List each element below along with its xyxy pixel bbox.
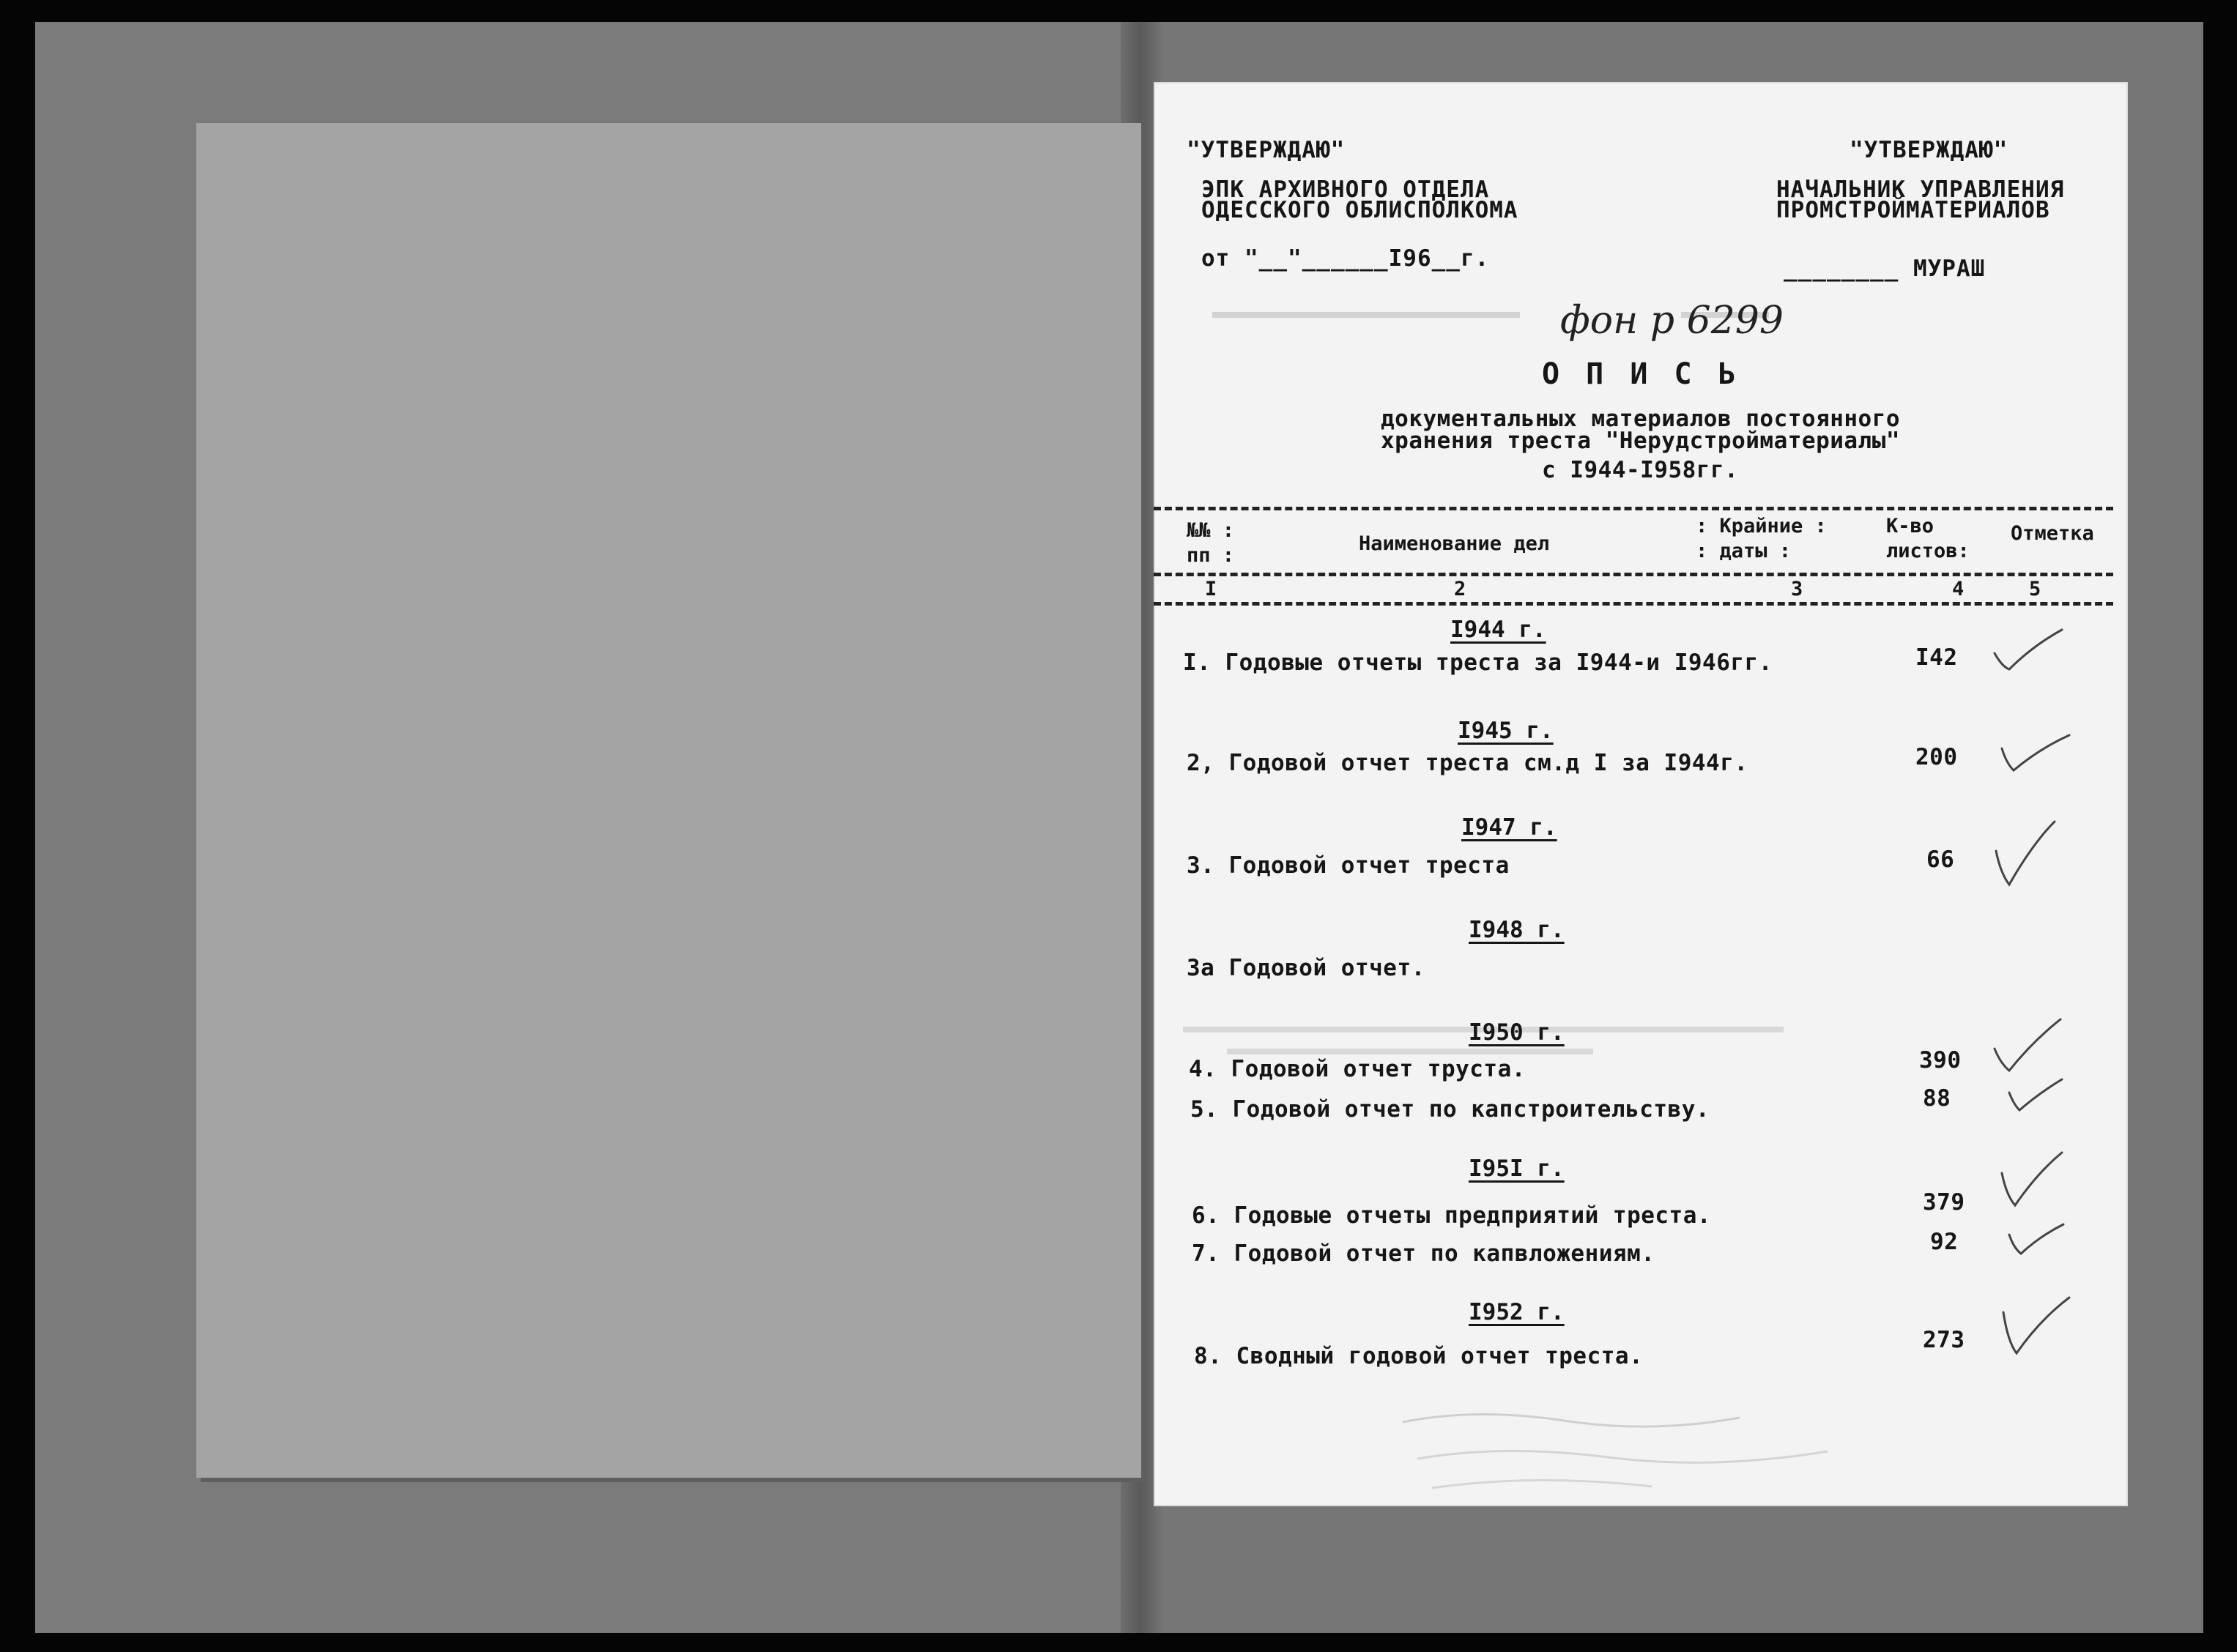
- col-number-line2: пп :: [1187, 544, 1235, 567]
- col-dates-header: [1696, 514, 1827, 564]
- approval-left-date: от "__"______I96__г.: [1201, 245, 1490, 272]
- col-num-3: 3: [1791, 578, 1803, 600]
- col-mark-header: Отметка: [2011, 522, 2094, 545]
- col-num-5: 5: [2029, 578, 2041, 600]
- approval-right-line1: НАЧАЛЬНИК УПРАВЛЕНИЯ: [1776, 176, 2065, 203]
- entry-sheets: 88: [1923, 1085, 1951, 1112]
- section-year: I944 г.: [1450, 617, 1546, 643]
- entry-sheets: 92: [1930, 1229, 1959, 1255]
- approval-left-line2: ОДЕССКОГО ОБЛИСПОЛКОМА: [1201, 197, 1518, 223]
- entry-sheets: 390: [1919, 1047, 1962, 1074]
- entry-title: 5. Годовой отчет по капстроительству.: [1190, 1096, 1710, 1123]
- entry-title: 7. Годовой отчет по капвложениям.: [1192, 1240, 1655, 1267]
- col-number-line1: №№ :: [1187, 519, 1235, 542]
- entry-sheets: I42: [1915, 644, 1958, 671]
- entry-sheets: 66: [1926, 847, 1955, 873]
- entry-title: I. Годовые отчеты треста за I944-и I946гг.: [1183, 650, 1773, 676]
- entry-title: 6. Годовые отчеты предприятий треста.: [1192, 1202, 1712, 1229]
- subtitle-line3: с I944-I958гг.: [1542, 457, 1739, 483]
- checkmark-icon: [1996, 726, 2077, 785]
- col-sheets-header: [1886, 514, 1970, 564]
- approval-right-signature: ________ МУРАШ: [1784, 256, 1986, 282]
- checkmark-icon: [1989, 814, 2069, 895]
- header-divider-bottom: [1154, 602, 2113, 606]
- entry-title: 8. Сводный годовой отчет треста.: [1194, 1343, 1644, 1369]
- col-num-4: 4: [1952, 578, 1965, 600]
- section-year: I952 г.: [1469, 1299, 1565, 1325]
- col-dates-line2: : даты :: [1696, 540, 1792, 562]
- approval-left-title: "УТВЕРЖДАЮ": [1187, 137, 1346, 163]
- col-title-header: Наименование дел: [1359, 532, 1550, 555]
- header-divider-mid: [1154, 573, 2113, 576]
- col-num-1: I: [1205, 578, 1217, 600]
- checkmark-icon: [1996, 1283, 2077, 1363]
- section-year: I950 г.: [1469, 1019, 1565, 1046]
- checkmark-icon: [1996, 1144, 2069, 1217]
- blank-tissue-sheet: [196, 123, 1141, 1478]
- entry-title: 3. Годовой отчет треста: [1187, 852, 1510, 879]
- section-year: I95I г.: [1469, 1156, 1565, 1182]
- document-title: О П И С Ь: [1542, 357, 1740, 391]
- entry-sheets: 273: [1923, 1327, 1965, 1353]
- checkmark-icon: [1989, 624, 2069, 682]
- bleed-through-handwriting: [1388, 1400, 1901, 1503]
- col-sheets-line1: К-во: [1886, 515, 1934, 537]
- entry-title: 3а Годовой отчет.: [1187, 955, 1425, 981]
- checkmark-icon: [2003, 1214, 2069, 1265]
- subtitle-line1: документальных материалов постоянного: [1381, 406, 1901, 432]
- section-year: I945 г.: [1458, 718, 1554, 744]
- subtitle-line2: хранения треста "Нерудстройматериалы": [1381, 428, 1901, 454]
- section-year: I947 г.: [1461, 814, 1557, 841]
- approval-right-line2: ПРОМСТРОЙМАТЕРИАЛОВ: [1776, 197, 2050, 223]
- entry-title: 4. Годовой отчет труста.: [1189, 1056, 1526, 1082]
- entry-sheets: 200: [1915, 744, 1958, 770]
- approval-left-line1: ЭПК АРХИВНОГО ОТДЕЛА: [1201, 176, 1490, 203]
- inventory-page: [1154, 82, 2128, 1506]
- handwritten-fond-number: фон р 6299: [1560, 299, 1784, 343]
- entry-title: 2, Годовой отчет треста см.д I за I944г.: [1187, 750, 1748, 776]
- checkmark-icon: [2003, 1071, 2069, 1122]
- header-divider-top: [1154, 507, 2113, 510]
- entry-sheets: 379: [1923, 1189, 1965, 1216]
- approval-right-title: "УТВЕРЖДАЮ": [1850, 137, 2008, 163]
- col-number-header: [1187, 518, 1234, 568]
- section-year: I948 г.: [1469, 917, 1565, 943]
- col-sheets-line2: листов:: [1886, 540, 1970, 562]
- col-num-2: 2: [1454, 578, 1466, 600]
- col-dates-line1: : Крайние :: [1696, 515, 1827, 537]
